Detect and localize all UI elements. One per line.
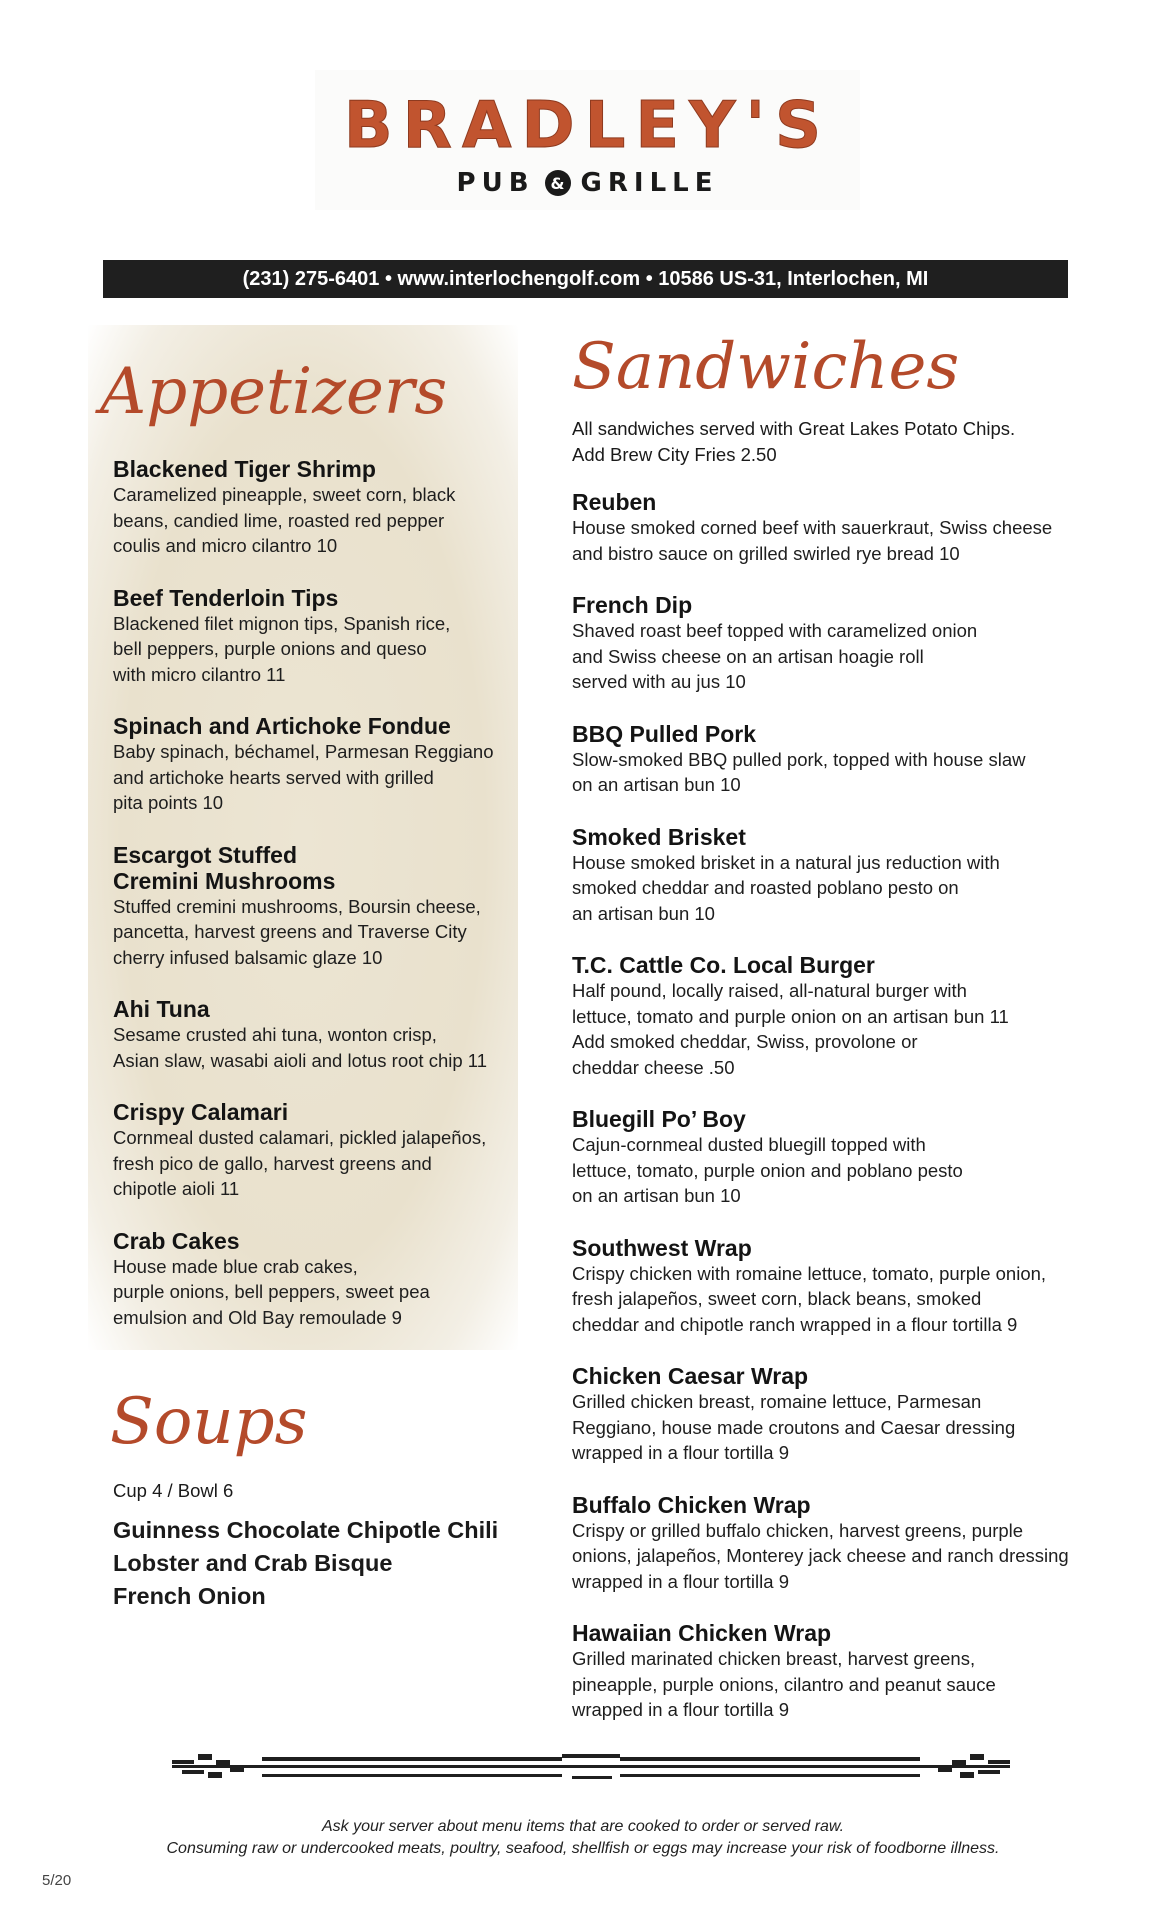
menu-item: [572, 1235, 1092, 1338]
item-description: Shaved roast beef topped with caramelized onion and Swiss cheese on an artisan hoagie roll served with au jus 10: [572, 620, 978, 692]
appetizers-heading: Appetizers: [100, 355, 448, 429]
menu-item: [113, 585, 533, 688]
menu-item: [113, 456, 533, 559]
item-description: House smoked brisket in a natural jus reduction with smoked cheddar and roasted poblano pesto on an artisan bun 10: [572, 851, 1000, 924]
item-description: Grilled chicken breast, romaine lettuce, Parmesan Reggiano, house made croutons and Caesar dressing wrapped in a flour tortilla 9: [572, 1391, 1016, 1463]
item-description: Caramelized pineapple, sweet corn, black beans, candied lime, roasted red pepper coulis and micro cilantro 10: [113, 484, 456, 556]
menu-item: [113, 713, 533, 816]
menu-item: [572, 721, 1092, 798]
item-name: Beef Tenderloin Tips: [113, 584, 339, 611]
logo: [315, 70, 860, 210]
sandwiches-intro: All sandwiches served with Great Lakes Potato Chips. Add Brew City Fries 2.50: [572, 418, 1016, 465]
logo-ampersand: &: [545, 170, 571, 196]
menu-item: [572, 1620, 1092, 1723]
item-name: Spinach and Artichoke Fondue: [113, 713, 451, 739]
item-name: Chicken Caesar Wrap: [572, 1363, 809, 1389]
item-name: Escargot Stuffed Cremini Mushrooms: [113, 841, 336, 894]
item-name: BBQ Pulled Pork: [572, 720, 757, 747]
logo-subtitle: [315, 168, 860, 198]
item-description: Cajun-cornmeal dusted bluegill topped with lettuce, tomato, purple onion and poblano pesto on an artisan bun 10: [572, 1134, 963, 1206]
item-description: Half pound, locally raised, all-natural burger with lettuce, tomato and purple onion on an artisan bun 11 Add smoked cheddar, Swiss, provolone or cheddar cheese .50: [572, 980, 1009, 1078]
menu-item: [572, 489, 1092, 566]
item-description: Grilled marinated chicken breast, harvest greens, pineapple, purple onions, cilantro and peanut sauce wrapped in a flour tortilla 9: [572, 1648, 996, 1720]
decorative-divider: [172, 1750, 1010, 1786]
sandwiches-heading: Sandwiches: [572, 330, 960, 404]
item-description: Crispy or grilled buffalo chicken, harvest greens, purple onions, jalapeños, Monterey jack cheese and ranch dressing wrapped in a flour tortilla 9: [572, 1519, 1069, 1592]
item-name: Buffalo Chicken Wrap: [572, 1491, 811, 1518]
menu-item: [572, 952, 1092, 1080]
soups-list: [113, 1478, 553, 1613]
item-name: Crispy Calamari: [113, 1099, 289, 1125]
appetizers-list: [113, 456, 533, 1356]
item-name: Smoked Brisket: [572, 823, 746, 850]
contact-bar: (231) 275-6401 • www.interlochengolf.com • 10586 US-31, Interlochen, MI: [103, 260, 1068, 298]
item-description: Crispy chicken with romaine lettuce, tomato, purple onion, fresh jalapeños, sweet corn, black beans, smoked cheddar and chipotle ranch wrapped in a flour tortilla 9: [572, 1262, 1047, 1335]
item-name: Bluegill Po’ Boy: [572, 1106, 746, 1132]
soup-item: French Onion: [113, 1583, 266, 1609]
item-description: Cornmeal dusted calamari, pickled jalapeños, fresh pico de gallo, harvest greens and chipotle aioli 11: [113, 1127, 487, 1199]
soup-price: Cup 4 / Bowl 6: [113, 1480, 234, 1501]
item-name: Southwest Wrap: [572, 1234, 752, 1261]
item-name: Crab Cakes: [113, 1227, 240, 1254]
item-name: Hawaiian Chicken Wrap: [572, 1620, 832, 1646]
item-description: Blackened filet mignon tips, Spanish rice, bell peppers, purple onions and queso with micro cilantro 11: [113, 612, 451, 685]
logo-name: BRADLEY'S: [343, 89, 832, 163]
sandwiches-list: [572, 416, 1092, 1749]
soup-item: Guinness Chocolate Chipotle Chili: [113, 1517, 499, 1543]
item-description: House smoked corned beef with sauerkraut, Swiss cheese and bistro sauce on grilled swirled rye bread 10: [572, 517, 1053, 564]
item-description: Slow-smoked BBQ pulled pork, topped with house slaw on an artisan bun 10: [572, 748, 1026, 795]
item-description: Baby spinach, béchamel, Parmesan Reggiano and artichoke hearts served with grilled pita points 10: [113, 741, 494, 813]
footer-disclaimer: [0, 1816, 1166, 1860]
item-description: Stuffed cremini mushrooms, Boursin cheese, pancetta, harvest greens and Traverse City cherry infused balsamic glaze 10: [113, 895, 481, 968]
soup-item: Lobster and Crab Bisque: [113, 1550, 393, 1576]
logo-sub-right: GRILLE: [580, 168, 719, 198]
menu-item: [572, 592, 1092, 695]
item-name: French Dip: [572, 592, 693, 618]
menu-item: [113, 1228, 533, 1331]
date-code: 5/20: [42, 1872, 72, 1889]
menu-item: [572, 824, 1092, 927]
menu-item: [113, 842, 533, 971]
menu-item: [572, 1106, 1092, 1209]
item-name: Reuben: [572, 489, 657, 515]
menu-item: [572, 1492, 1092, 1595]
soups-heading: Soups: [110, 1385, 308, 1459]
menu-item: [113, 996, 533, 1073]
footer-line-2: Consuming raw or undercooked meats, poultry, seafood, shellfish or eggs may increase your risk of foodborne illness.: [166, 1840, 1000, 1857]
item-name: Ahi Tuna: [113, 996, 210, 1022]
menu-item: [113, 1099, 533, 1202]
logo-sub-left: PUB: [456, 168, 535, 198]
item-description: House made blue crab cakes, purple onions, bell peppers, sweet pea emulsion and Old Bay remoulade 9: [113, 1255, 430, 1328]
menu-item: [572, 1363, 1092, 1466]
footer-line-1: Ask your server about menu items that are cooked to order or served raw.: [321, 1818, 845, 1835]
item-name: T.C. Cattle Co. Local Burger: [572, 952, 875, 978]
item-name: Blackened Tiger Shrimp: [113, 456, 376, 482]
item-description: Sesame crusted ahi tuna, wonton crisp, Asian slaw, wasabi aioli and lotus root chip 11: [113, 1024, 487, 1071]
